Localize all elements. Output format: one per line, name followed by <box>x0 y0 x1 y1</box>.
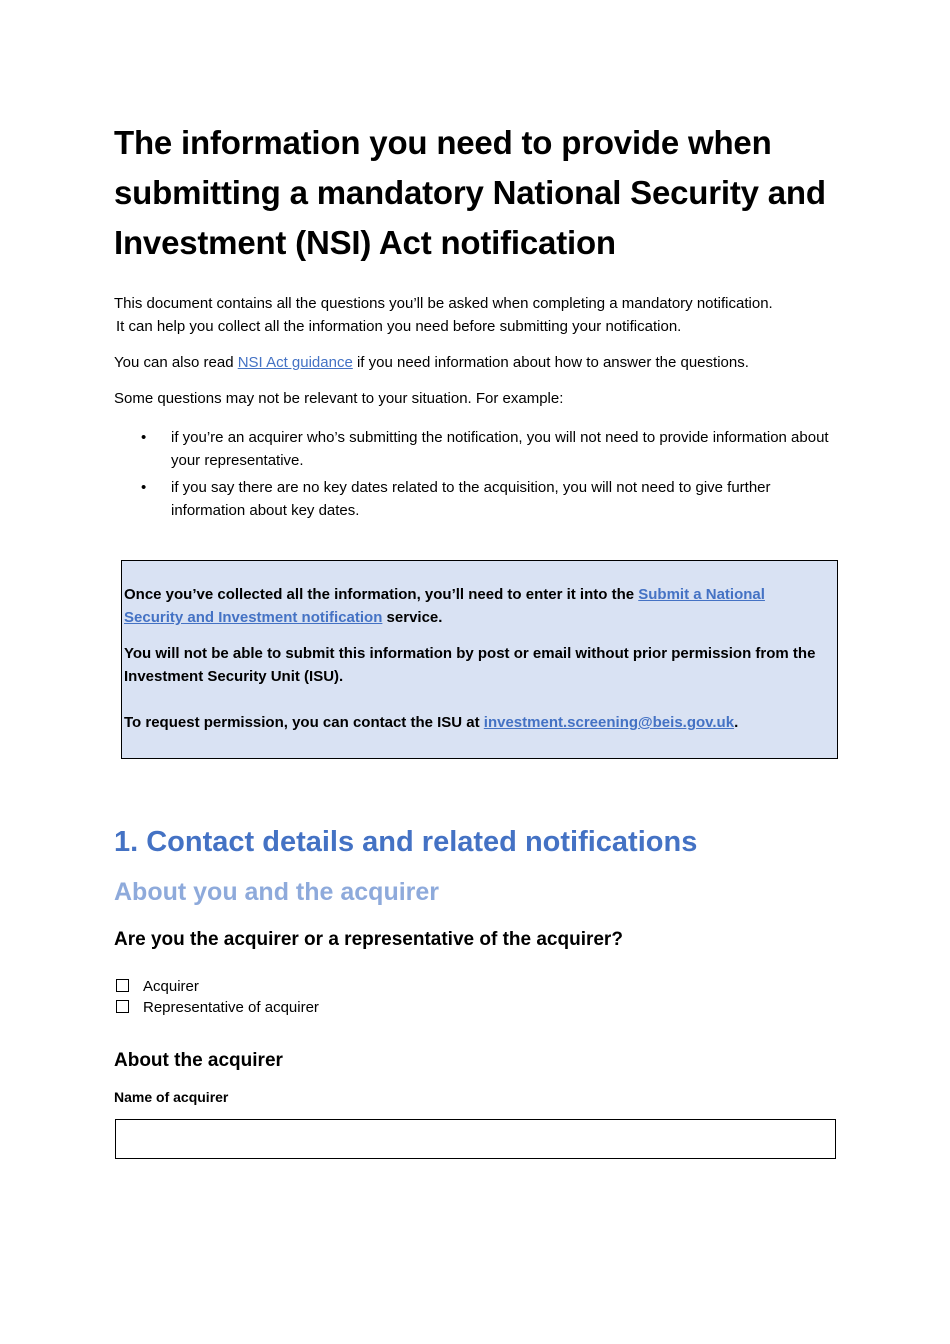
about-acquirer-heading: About the acquirer <box>114 1050 283 1071</box>
bullet-icon: • <box>141 429 147 446</box>
isu-email-link[interactable]: investment.screening@beis.gov.uk <box>483 714 735 731</box>
callout-paragraph-3 <box>124 711 824 734</box>
intro-line-1: This document contains all the questions you’ll be asked when completing a mandatory notification. <box>114 295 773 312</box>
bullet-icon: • <box>141 479 147 496</box>
callout-p1-prefix: Once you’ve collected all the information, you’ll need to enter it into the <box>124 586 639 603</box>
info-callout <box>121 560 838 759</box>
list-item <box>114 476 834 522</box>
option-label: Representative of acquirer <box>143 999 319 1016</box>
callout-p1-suffix: service. <box>382 609 443 626</box>
guidance-prefix: You can also read <box>114 354 238 371</box>
callout-p3-prefix: To request permission, you can contact the ISU at <box>124 714 484 731</box>
callout-p3-suffix: . <box>734 714 739 731</box>
list-item-text: if you’re an acquirer who’s submitting the notification, you will not need to provide information about your representative. <box>171 429 829 469</box>
option-representative[interactable] <box>116 997 319 1018</box>
nsi-act-guidance-link[interactable]: NSI Act guidance <box>237 354 353 371</box>
option-label: Acquirer <box>143 978 199 995</box>
checkbox-icon[interactable] <box>116 1000 129 1013</box>
name-of-acquirer-label: Name of acquirer <box>114 1089 229 1105</box>
intro-line-2: It can help you collect all the information you need before submitting your notification. <box>116 318 682 335</box>
relevance-paragraph: Some questions may not be relevant to your situation. For example: <box>114 390 564 407</box>
example-list <box>114 426 834 526</box>
list-item <box>114 426 834 472</box>
callout-paragraph-1 <box>124 583 824 629</box>
document-title: The information you need to provide when submitting a mandatory National Security and Investment (NSI) Act notification <box>114 124 826 261</box>
section-subheading: About you and the acquirer <box>114 878 440 906</box>
option-acquirer[interactable] <box>116 976 199 997</box>
submit-notification-service-link[interactable]: Submit a National Security and Investment notification <box>124 586 765 626</box>
acquirer-question: Are you the acquirer or a representative of the acquirer? <box>114 929 623 950</box>
guidance-suffix: if you need information about how to answer the questions. <box>352 354 749 371</box>
name-of-acquirer-field[interactable] <box>115 1119 836 1159</box>
callout-paragraph-2: You will not be able to submit this information by post or email without prior permission from the Investment Security Unit (ISU). <box>124 645 816 685</box>
guidance-paragraph <box>114 351 834 374</box>
checkbox-icon[interactable] <box>116 979 129 992</box>
section-heading: 1. Contact details and related notifications <box>114 826 698 858</box>
list-item-text: if you say there are no key dates related to the acquisition, you will not need to give further information about key dates. <box>171 479 771 519</box>
